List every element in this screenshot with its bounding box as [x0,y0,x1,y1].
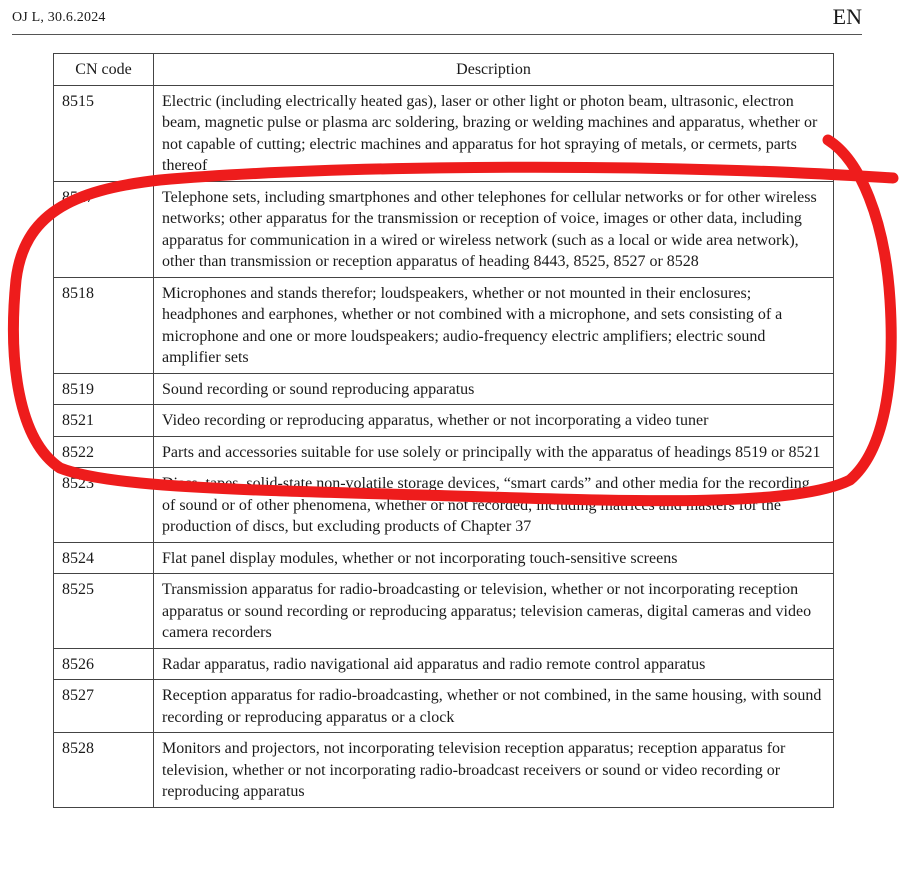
table-row [54,680,834,733]
table-row [54,542,834,574]
description-cell: Microphones and stands therefor; loudspeakers, whether or not mounted in their enclosures; headphones and earphones, whether or not combined with a microphone, and sets consisting of a microphone and one or more loudspeakers; audio-frequency electric amplifiers; electric sound amplifier sets [154,277,834,373]
cn-code-cell: 8526 [54,648,154,680]
cn-code-cell: 8518 [54,277,154,373]
cn-code-cell: 8527 [54,680,154,733]
cn-code-cell: 8528 [54,733,154,808]
cn-code-cell: 8515 [54,85,154,181]
cn-code-cell: 8525 [54,574,154,649]
cn-code-cell: 8517 [54,181,154,277]
table-row [54,405,834,437]
language-code: EN [832,4,862,29]
description-cell: Reception apparatus for radio-broadcasting, whether or not combined, in the same housing, with sound recording or reproducing apparatus or a clock [154,680,834,733]
column-header-description: Description [154,54,834,86]
page-header [12,0,862,36]
table-row [54,648,834,680]
description-cell: Telephone sets, including smartphones and other telephones for cellular networks or for other wireless networks; other apparatus for the transmission or reception of voice, images or other data, including apparatus for communication in a wired or wireless network (such as a local or wide area network), other than transmission or reception apparatus of heading 8443, 8525, 8527 or 8528 [154,181,834,277]
description-cell: Sound recording or sound reproducing apparatus [154,373,834,405]
description-cell: Electric (including electrically heated gas), laser or other light or photon beam, ultrasonic, electron beam, magnetic pulse or plasma arc soldering, brazing or welding machines and apparatus, whether or not capable of cutting; electric machines and apparatus for hot spraying of metals, or cermets, parts thereof [154,85,834,181]
header-rule [12,34,862,35]
column-header-cn-code: CN code [54,54,154,86]
cn-code-cell: 8524 [54,542,154,574]
cn-code-cell: 8519 [54,373,154,405]
cn-code-cell: 8523 [54,468,154,543]
table-row [54,733,834,808]
description-cell: Transmission apparatus for radio-broadcasting or television, whether or not incorporating reception apparatus or sound recording or reproducing apparatus; television cameras, digital cameras and video camera recorders [154,574,834,649]
table-row [54,468,834,543]
cn-code-cell: 8521 [54,405,154,437]
table-row [54,436,834,468]
description-cell: Video recording or reproducing apparatus, whether or not incorporating a video tuner [154,405,834,437]
table-row [54,181,834,277]
description-cell: Monitors and projectors, not incorporating television reception apparatus; reception apparatus for television, whether or not incorporating radio-broadcast receivers or sound or video recording or reproducing apparatus [154,733,834,808]
table-row [54,85,834,181]
description-cell: Flat panel display modules, whether or not incorporating touch-sensitive screens [154,542,834,574]
description-cell: Radar apparatus, radio navigational aid apparatus and radio remote control apparatus [154,648,834,680]
journal-reference: OJ L, 30.6.2024 [12,10,106,25]
table-row [54,574,834,649]
description-cell: Parts and accessories suitable for use solely or principally with the apparatus of headings 8519 or 8521 [154,436,834,468]
description-cell: Discs, tapes, solid-state non-volatile storage devices, “smart cards” and other media for the recording of sound or of other phenomena, whether or not recorded, including matrices and masters for the production of discs, but excluding products of Chapter 37 [154,468,834,543]
table-row [54,373,834,405]
cn-code-cell: 8522 [54,436,154,468]
cn-code-table [53,53,834,808]
table-header-row [54,54,834,86]
table-row [54,277,834,373]
